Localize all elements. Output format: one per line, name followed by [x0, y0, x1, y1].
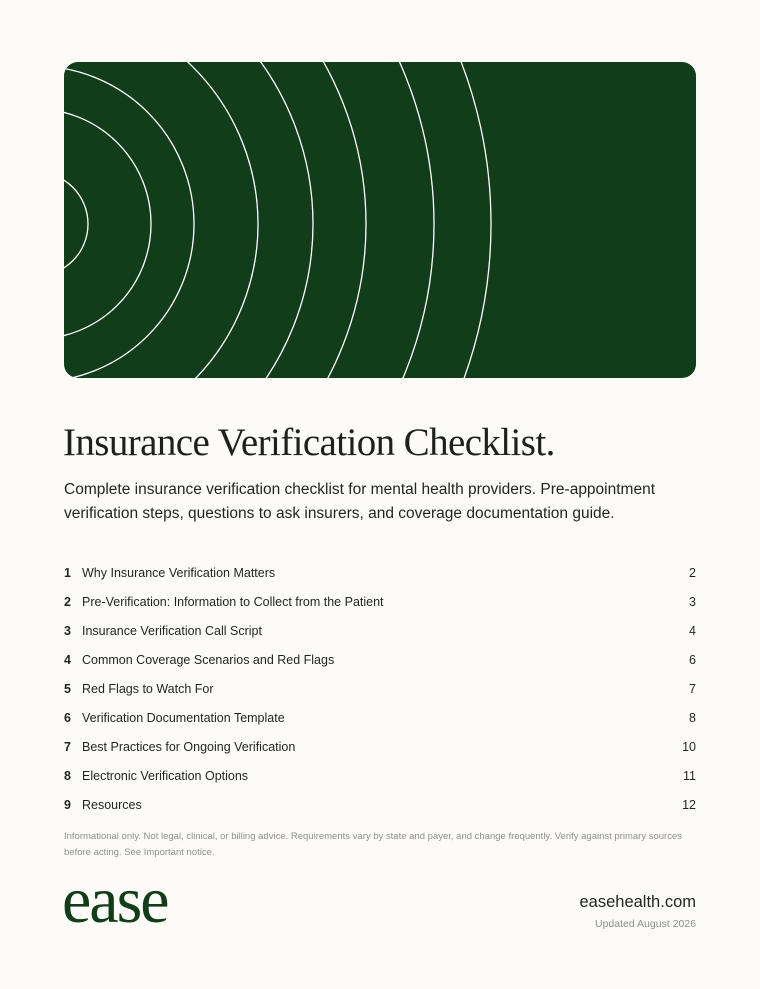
table-of-contents — [64, 558, 696, 819]
disclaimer-text: Informational only. Not legal, clinical, or billing advice. Requirements vary by state and payer, and change frequently. Verify against primary sources before acting. See Important notice. — [64, 831, 682, 858]
toc-number: 9 — [64, 797, 71, 812]
arc-ring — [64, 109, 151, 339]
updated-date: Updated August 2026 — [594, 918, 696, 930]
hero-banner — [64, 62, 696, 378]
toc-item[interactable] — [64, 790, 696, 819]
arc-ring — [64, 62, 366, 378]
toc-item[interactable] — [64, 587, 696, 616]
toc-page-number: 3 — [689, 594, 696, 609]
toc-page-number: 4 — [689, 623, 696, 638]
toc-item[interactable] — [64, 616, 696, 645]
toc-label: Verification Documentation Template — [82, 710, 285, 725]
toc-label: Insurance Verification Call Script — [82, 623, 262, 638]
toc-number: 6 — [64, 710, 71, 725]
toc-page-number: 11 — [683, 768, 696, 783]
toc-item[interactable] — [64, 732, 696, 761]
toc-page-number: 2 — [689, 565, 696, 580]
arc-ring — [64, 62, 434, 378]
toc-number: 3 — [64, 623, 71, 638]
toc-page-number: 10 — [682, 739, 696, 754]
arc-ring — [64, 62, 258, 378]
toc-item[interactable] — [64, 674, 696, 703]
toc-page-number: 7 — [689, 681, 696, 696]
toc-label: Best Practices for Ongoing Verification — [82, 739, 296, 754]
toc-number: 5 — [64, 681, 71, 696]
toc-label: Common Coverage Scenarios and Red Flags — [82, 652, 335, 667]
toc-number: 8 — [64, 768, 71, 783]
toc-label: Why Insurance Verification Matters — [82, 565, 276, 580]
toc-number: 2 — [64, 594, 71, 609]
concentric-arcs-graphic — [64, 62, 696, 378]
toc-page-number: 12 — [682, 797, 696, 812]
page-subtitle: Complete insurance verification checklist for mental health providers. Pre-appointment verification steps, questions to ask insurers, and coverage documentation guide. — [64, 481, 656, 522]
arc-ring — [64, 172, 88, 276]
toc-label: Electronic Verification Options — [82, 768, 249, 783]
toc-label: Resources — [82, 797, 142, 812]
toc-item[interactable] — [64, 761, 696, 790]
toc-page-number: 6 — [689, 652, 696, 667]
arc-ring — [64, 62, 313, 378]
toc-number: 7 — [64, 739, 71, 754]
page-title: Insurance Verification Checklist. — [63, 421, 555, 464]
toc-label: Red Flags to Watch For — [82, 681, 214, 696]
website-link[interactable]: easehealth.com — [579, 893, 696, 911]
toc-item[interactable] — [64, 703, 696, 732]
toc-item[interactable] — [64, 645, 696, 674]
toc-page-number: 8 — [689, 710, 696, 725]
ease-logo: ease — [62, 864, 168, 937]
toc-number: 4 — [64, 652, 71, 667]
toc-number: 1 — [64, 565, 71, 580]
toc-label: Pre-Verification: Information to Collect from the Patient — [82, 594, 384, 609]
arc-ring — [64, 62, 491, 378]
arc-ring — [64, 66, 194, 378]
toc-item[interactable] — [64, 558, 696, 587]
